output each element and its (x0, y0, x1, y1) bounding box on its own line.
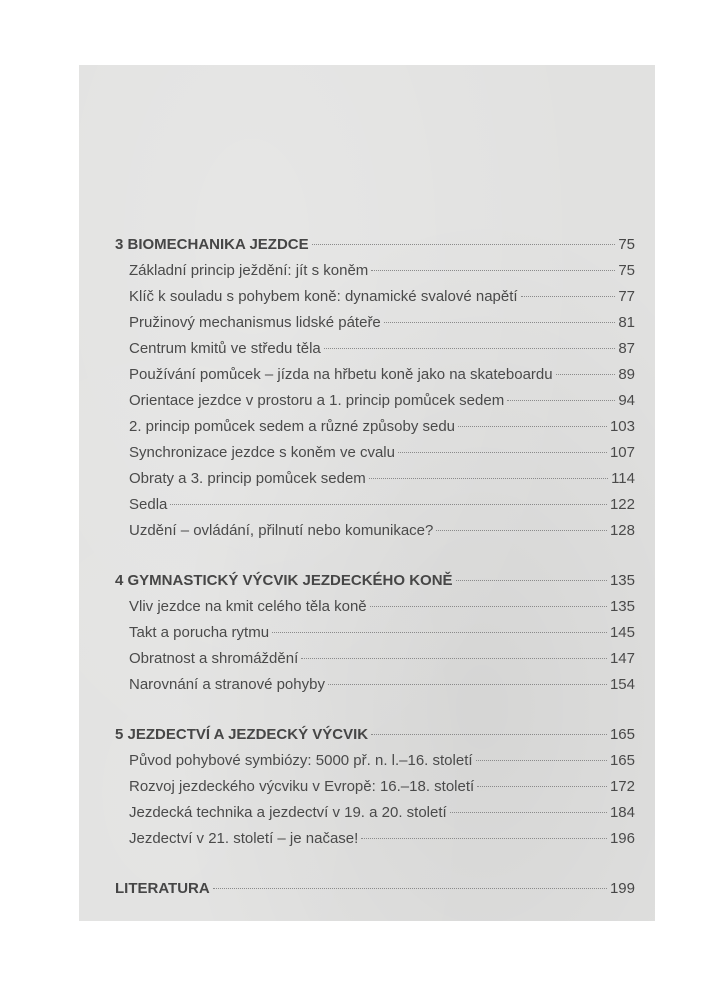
dot-leader (272, 632, 607, 633)
toc-entry[interactable] (115, 284, 635, 310)
toc-entry[interactable] (115, 336, 635, 362)
toc-entry[interactable] (115, 774, 635, 800)
chapter-title: 5 JEZDECTVÍ A JEZDECKÝ VÝCVIK (115, 726, 369, 743)
dot-leader (477, 786, 607, 787)
page-number: 77 (618, 288, 635, 305)
page-number: 81 (618, 314, 635, 331)
page-number: 107 (609, 444, 635, 461)
toc-entry[interactable] (115, 800, 635, 826)
page-number: 75 (618, 236, 635, 253)
chapter-4-section (115, 568, 635, 698)
entry-title: Synchronizace jezdce s koněm ve cvalu (129, 444, 395, 461)
dot-leader (384, 322, 616, 323)
page-number: 89 (618, 366, 635, 383)
dot-leader (556, 374, 616, 375)
toc-entry[interactable] (115, 646, 635, 672)
entry-title: Takt a porucha rytmu (129, 624, 270, 641)
dot-leader (170, 504, 607, 505)
dot-leader (361, 838, 607, 839)
page-number: 147 (609, 650, 635, 667)
chapter-5-section (115, 722, 635, 852)
toc-entry[interactable] (115, 826, 635, 852)
toc-chapter[interactable] (115, 232, 635, 258)
table-of-contents (115, 232, 635, 902)
dot-leader (456, 580, 607, 581)
toc-entry[interactable] (115, 362, 635, 388)
entry-title: Rozvoj jezdeckého výcviku v Evropě: 16.–18. století (129, 778, 475, 795)
page-number: 184 (609, 804, 635, 821)
chapter-title: 3 BIOMECHANIKA JEZDCE (115, 236, 309, 253)
toc-entry[interactable] (115, 492, 635, 518)
dot-leader (450, 812, 607, 813)
toc-chapter[interactable] (115, 568, 635, 594)
toc-entry[interactable] (115, 258, 635, 284)
section-gap (115, 544, 635, 568)
toc-entry[interactable] (115, 440, 635, 466)
dot-leader (328, 684, 607, 685)
section-gap (115, 852, 635, 876)
toc-entry[interactable] (115, 310, 635, 336)
toc-chapter[interactable] (115, 722, 635, 748)
entry-title: Vliv jezdce na kmit celého těla koně (129, 598, 367, 615)
page-number: 199 (609, 880, 635, 897)
dot-leader (369, 478, 608, 479)
toc-entry[interactable] (115, 466, 635, 492)
page-number: 94 (618, 392, 635, 409)
page-number: 196 (609, 830, 635, 847)
dot-leader (458, 426, 607, 427)
dot-leader (476, 760, 607, 761)
page-number: 135 (609, 572, 635, 589)
entry-title: Obraty a 3. princip pomůcek sedem (129, 470, 366, 487)
entry-title: Základní princip ježdění: jít s koněm (129, 262, 369, 279)
toc-entry[interactable] (115, 672, 635, 698)
page-number: 145 (609, 624, 635, 641)
dot-leader (371, 270, 615, 271)
dot-leader (213, 888, 607, 889)
page-number: 128 (609, 522, 635, 539)
chapter-title: 4 GYMNASTICKÝ VÝCVIK JEZDECKÉHO KONĚ (115, 572, 453, 589)
chapter-3-section (115, 232, 635, 544)
entry-title: Orientace jezdce v prostoru a 1. princip pomůcek sedem (129, 392, 505, 409)
page-number: 75 (618, 262, 635, 279)
page-number: 87 (618, 340, 635, 357)
page-number: 135 (609, 598, 635, 615)
entry-title: Obratnost a shromáždění (129, 650, 299, 667)
dot-leader (436, 530, 607, 531)
entry-title: Uzdění – ovládání, přilnutí nebo komunikace? (129, 522, 434, 539)
entry-title: Narovnání a stranové pohyby (129, 676, 325, 693)
entry-title: Sedla (129, 496, 168, 513)
toc-entry[interactable] (115, 388, 635, 414)
dot-leader (521, 296, 616, 297)
entry-title: Jezdecká technika a jezdectví v 19. a 20. století (129, 804, 447, 821)
page-number: 165 (609, 726, 635, 743)
dot-leader (370, 606, 607, 607)
page-number: 122 (609, 496, 635, 513)
literature-title: LITERATURA (115, 880, 210, 897)
toc-entry[interactable] (115, 748, 635, 774)
section-gap (115, 698, 635, 722)
dot-leader (398, 452, 607, 453)
dot-leader (507, 400, 615, 401)
toc-entry[interactable] (115, 620, 635, 646)
entry-title: Původ pohybové symbiózy: 5000 př. n. l.–16. století (129, 752, 473, 769)
entry-title: Jezdectví v 21. století – je načase! (129, 830, 359, 847)
dot-leader (324, 348, 616, 349)
page-number: 103 (609, 418, 635, 435)
toc-entry[interactable] (115, 414, 635, 440)
toc-literature[interactable] (115, 876, 635, 902)
entry-title: Pružinový mechanismus lidské páteře (129, 314, 381, 331)
entry-title: Klíč k souladu s pohybem koně: dynamické svalové napětí (129, 288, 518, 305)
toc-entry[interactable] (115, 594, 635, 620)
dot-leader (312, 244, 616, 245)
page-number: 154 (609, 676, 635, 693)
page-number: 172 (609, 778, 635, 795)
entry-title: Používání pomůcek – jízda na hřbetu koně jako na skateboardu (129, 366, 553, 383)
entry-title: Centrum kmitů ve středu těla (129, 340, 321, 357)
page-number: 114 (611, 470, 635, 487)
toc-entry[interactable] (115, 518, 635, 544)
dot-leader (301, 658, 607, 659)
dot-leader (371, 734, 607, 735)
page-number: 165 (609, 752, 635, 769)
entry-title: 2. princip pomůcek sedem a různé způsoby sedu (129, 418, 456, 435)
